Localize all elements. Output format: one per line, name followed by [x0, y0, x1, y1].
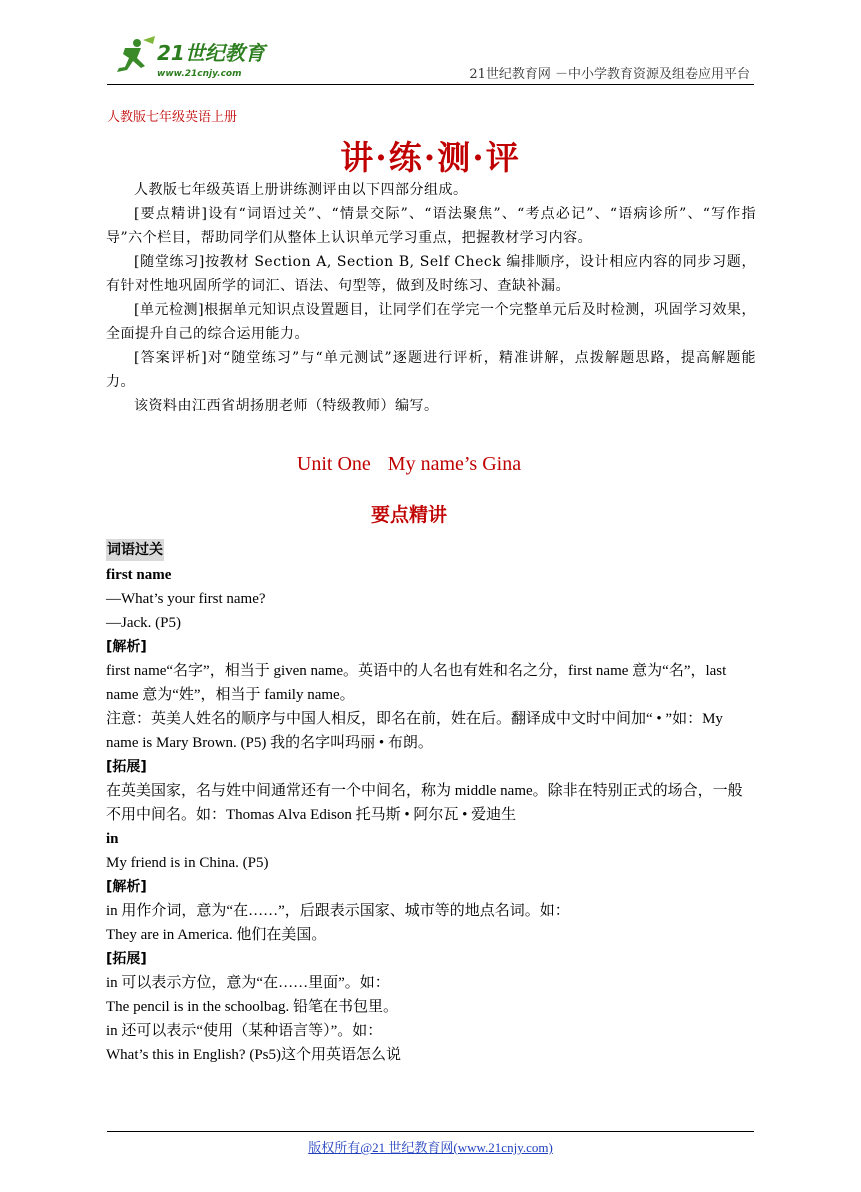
vocab-term: first name: [106, 567, 172, 583]
extension-tag: [拓展]: [106, 759, 147, 775]
explanation-text: 注意：英美人姓名的顺序与中国人相反，即名在前，姓在后。翻译成中文时中间加“ • ”如：My name is Mary Brown. (P5) 我的名字叫玛丽 • 布朗。: [106, 711, 723, 751]
explanation-text: in 还可以表示“使用（某种语言等）”。如：: [106, 1023, 383, 1039]
intro-paragraph: [要点精讲]设有“词语过关”、“情景交际”、“语法聚焦”、“考点必记”、“语病诊所”、“写作指导”六个栏目，帮助同学们从整体上认识单元学习重点，把握教材学习内容。: [106, 206, 756, 246]
example-line: My friend is in China. (P5): [106, 855, 269, 871]
explanation-text: first name“名字”，相当于 given name。英语中的人名也有姓和名之分，first name 意为“名”，last name 意为“姓”，相当于 family name。: [106, 663, 727, 703]
intro-paragraph: [答案评析]对“随堂练习”与“单元测试”逐题进行评析，精准讲解，点拨解题思路，提高解题能力。: [106, 350, 756, 390]
unit-topic: My name’s Gina: [387, 453, 522, 475]
section-heading: 要点精讲: [370, 504, 447, 526]
unit-heading: [0, 453, 818, 476]
explanation-text: in 用作介词，意为“在……”，后跟表示国家、城市等的地点名词。如：: [106, 903, 570, 919]
extension-tag: [拓展]: [106, 951, 147, 967]
intro-paragraph: [随堂练习]按教材 Section A, Section B, Self Check 编排顺序，设计相应内容的同步习题，有针对性地巩固所学的词汇、语法、句型等，做到及时练习、查缺补漏。: [106, 254, 756, 294]
copyright-link[interactable]: 版权所有@21 世纪教育网(www.21cnjy.com): [308, 1140, 553, 1155]
header-platform-text: 21世纪教育网 －中小学教育资源及组卷应用平台: [469, 67, 750, 82]
edition-label: 人教版七年级英语上册: [107, 110, 238, 125]
example-line: What’s this in English? (Ps5)这个用英语怎么说: [106, 1047, 401, 1063]
logo-graphic: [107, 34, 279, 82]
analysis-tag: [解析]: [106, 639, 147, 655]
example-line: —What’s your first name?: [106, 591, 266, 607]
vocab-term: in: [106, 831, 119, 847]
unit-name: Unit One: [296, 453, 371, 475]
analysis-tag: [解析]: [106, 879, 147, 895]
header-divider: [107, 84, 754, 85]
explanation-text: in 可以表示方位，意为“在……里面”。如：: [106, 975, 390, 991]
site-logo: [107, 34, 279, 82]
explanation-text: 在英美国家，名与姓中间通常还有一个中间名，称为 middle name。除非在特别正式的场合，一般不用中间名。如：Thomas Alva Edison 托马斯 • 阿尔瓦 • 爱迪生: [106, 783, 743, 823]
page-title: 讲·练·测·评: [340, 138, 521, 177]
intro-paragraph: [单元检测]根据单元知识点设置题目，让同学们在学完一个完整单元后及时检测，巩固学习效果，全面提升自己的综合运用能力。: [106, 302, 756, 342]
footer-divider: [107, 1131, 754, 1132]
category-label: 词语过关: [106, 539, 164, 561]
content-body: [106, 538, 756, 1067]
example-line: —Jack. (P5): [106, 615, 181, 631]
intro-section: [106, 178, 756, 418]
svg-text:www.21cnjy.com: www.21cnjy.com: [157, 69, 242, 79]
intro-paragraph: 人教版七年级英语上册讲练测评由以下四部分组成。: [134, 182, 468, 198]
intro-paragraph: 该资料由江西省胡扬朋老师（特级教师）编写。: [134, 398, 439, 414]
example-line: They are in America. 他们在美国。: [106, 927, 327, 943]
example-line: The pencil is in the schoolbag. 铅笔在书包里。: [106, 999, 399, 1015]
svg-text:21世纪教育: 21世纪教育: [157, 41, 265, 65]
